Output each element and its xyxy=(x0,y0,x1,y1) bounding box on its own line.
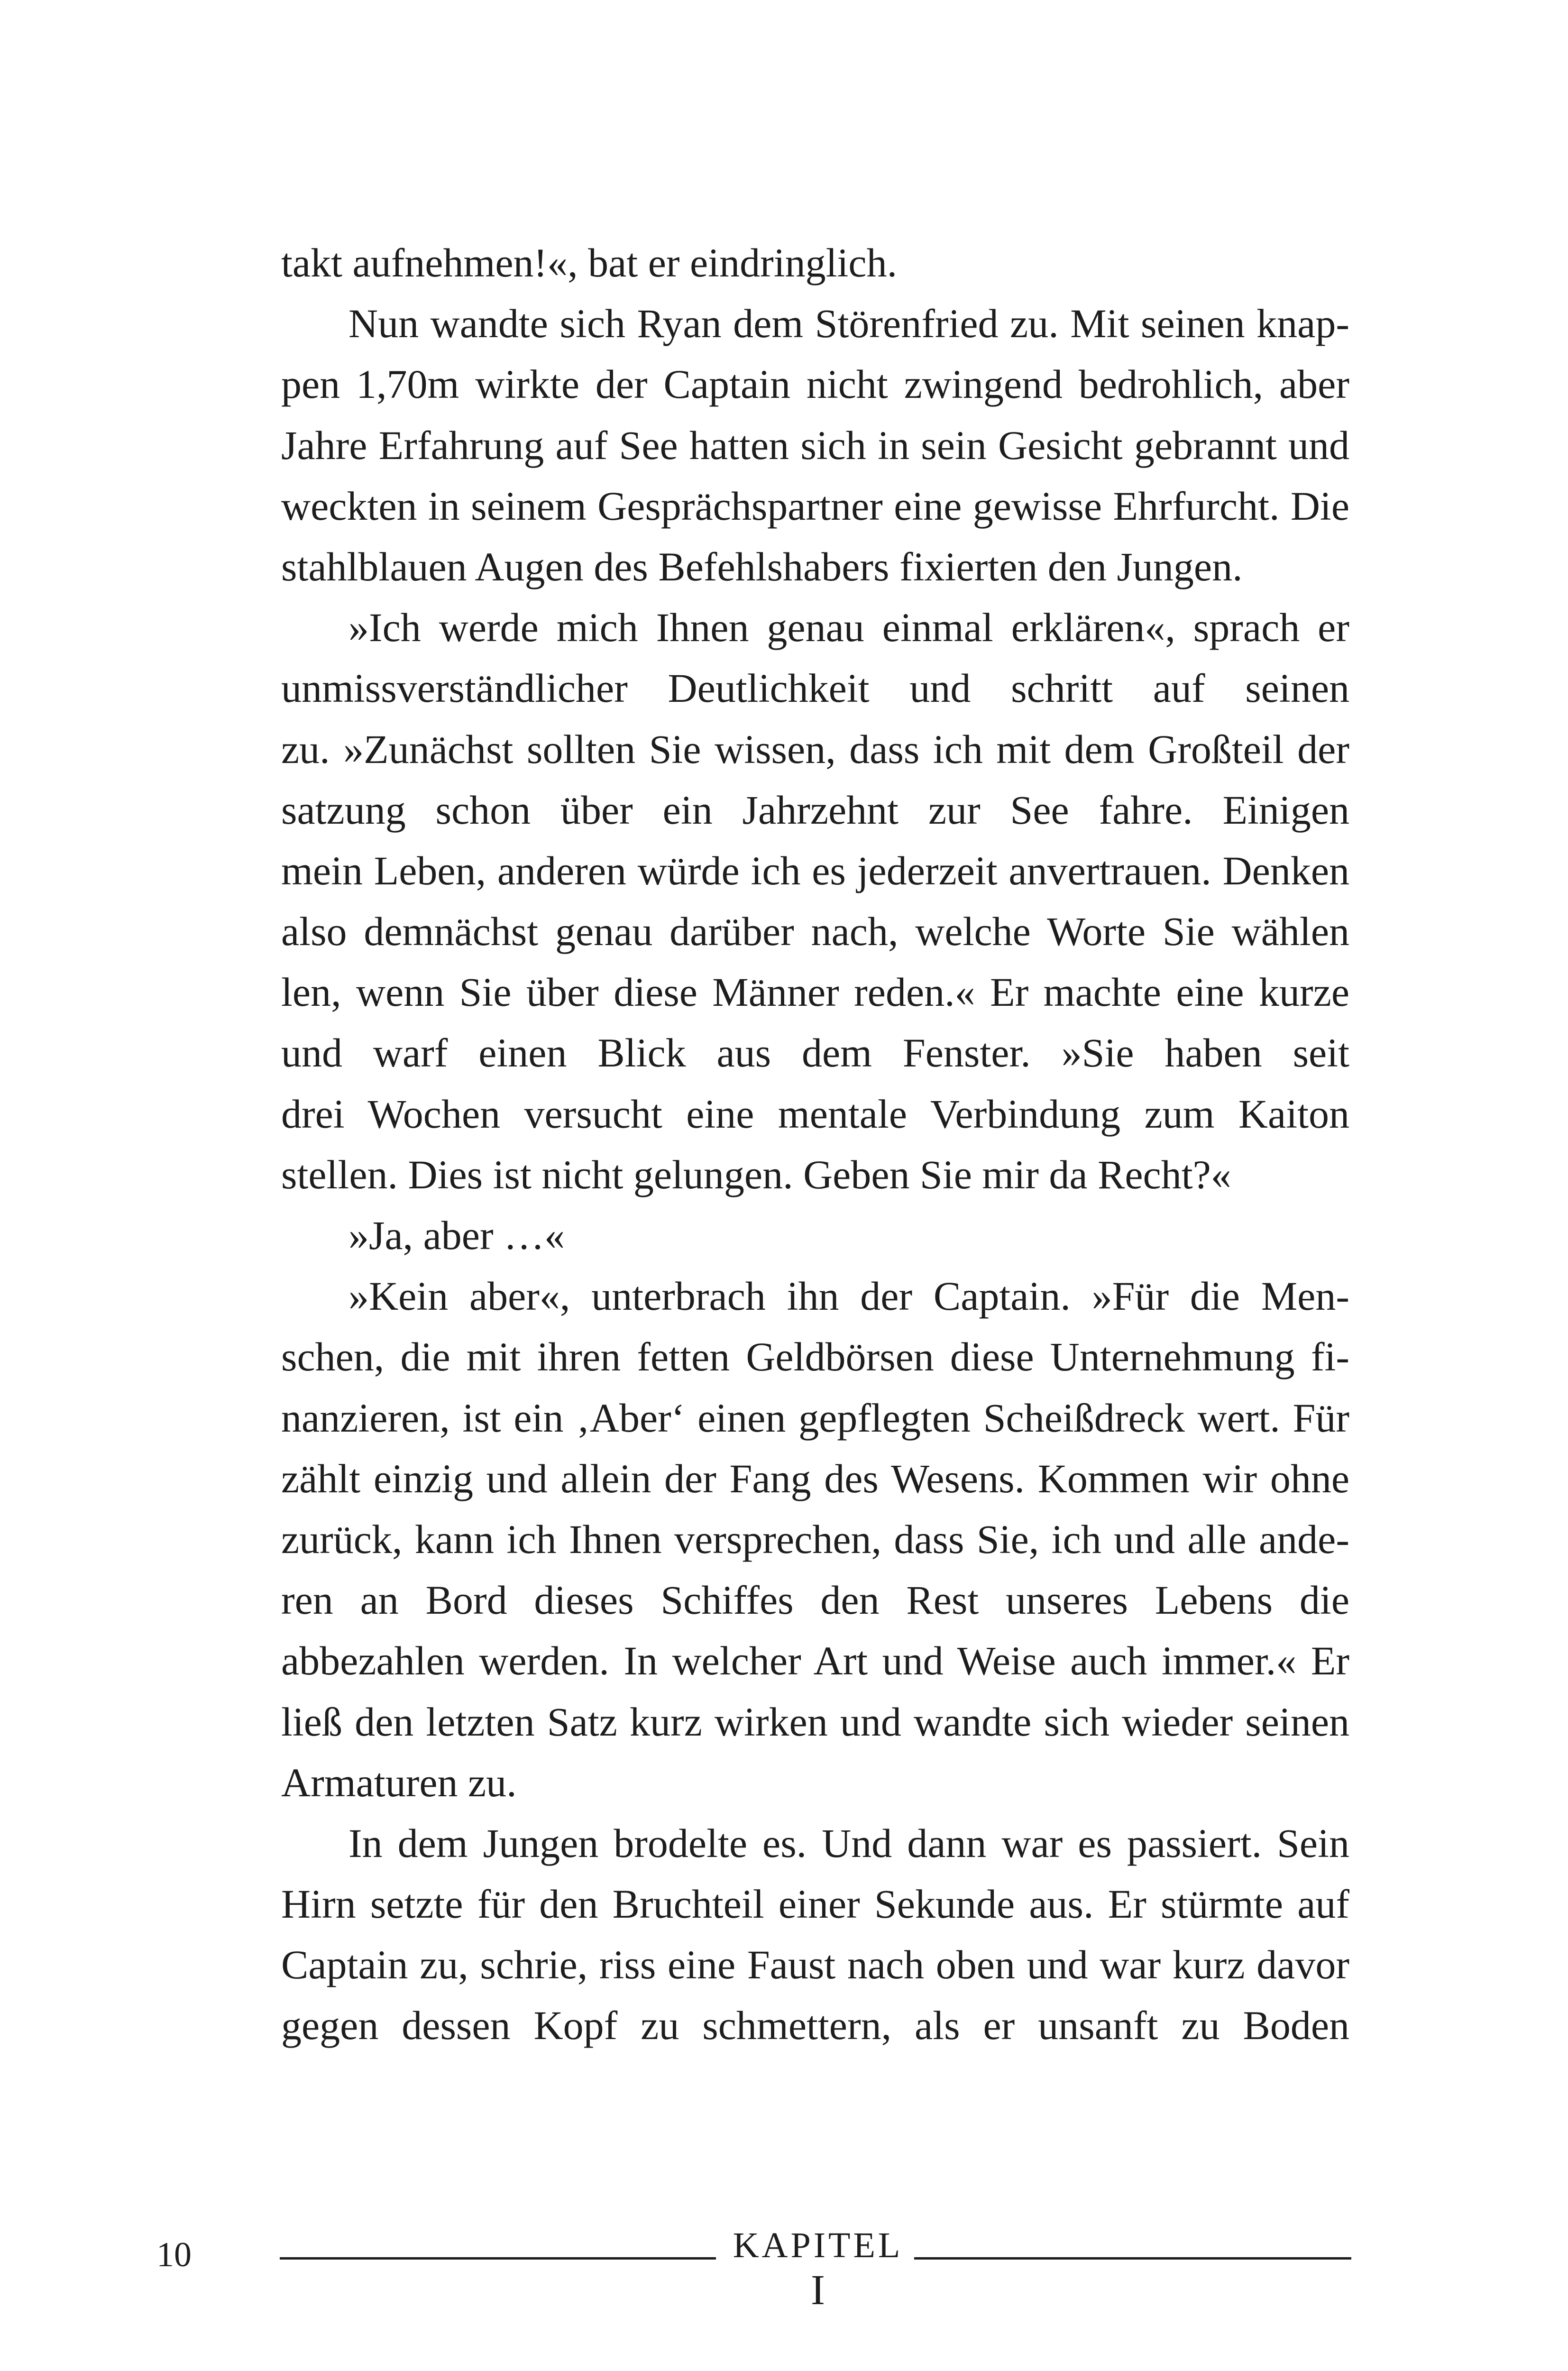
text-line: satzung schon über ein Jahrzehnt zur See fahre. Einigen xyxy=(281,787,1349,833)
chapter-label: KAPITEL xyxy=(733,2225,903,2265)
text-line: stahlblauen Augen des Befehlshabers fixierten den Jungen. xyxy=(281,543,1243,589)
text-line: und warf einen Blick aus dem Fenster. »Sie haben seit xyxy=(281,1030,1349,1076)
chapter-number: I xyxy=(811,2267,825,2314)
text-line: schen, die mit ihren fetten Geldbörsen diese Unternehmung fi- xyxy=(281,1334,1349,1380)
text-line: zurück, kann ich Ihnen versprechen, dass Sie, ich und alle ande- xyxy=(281,1516,1349,1562)
text-line: Captain zu, schrie, riss eine Faust nach oben und war kurz davor xyxy=(281,1942,1349,1988)
text-line: drei Wochen versucht eine mentale Verbindung zum Kaiton xyxy=(281,1091,1349,1137)
text-line: weckten in seinem Gesprächspartner eine gewisse Ehrfurcht. Die xyxy=(281,483,1349,529)
text-line: »Ja, aber …« xyxy=(348,1213,565,1258)
text-line: takt aufnehmen!«, bat er eindringlich. xyxy=(281,240,898,285)
text-line: abbezahlen werden. In welcher Art und Weise auch immer.« Er xyxy=(281,1638,1349,1684)
text-line: »Ich werde mich Ihnen genau einmal erklären«, sprach er xyxy=(348,605,1349,651)
text-line: unmissverständlicher Deutlichkeit und schritt auf seinen xyxy=(281,665,1349,711)
text-line: »Kein aber«, unterbrach ihn der Captain. »Für die Men- xyxy=(348,1273,1349,1319)
text-line: In dem Jungen brodelte es. Und dann war es passiert. Sein xyxy=(348,1820,1349,1866)
text-line: Armaturen zu. xyxy=(281,1759,517,1805)
text-line: ren an Bord dieses Schiffes den Rest unseres Lebens die xyxy=(281,1577,1349,1623)
text-line: zu. »Zunächst sollten Sie wissen, dass ich mit dem Großteil der xyxy=(281,726,1349,772)
text-line: len, wenn Sie über diese Männer reden.« Er machte eine kurze xyxy=(281,969,1349,1015)
text-line: nanzieren, ist ein ‚Aber‘ einen gepflegten Scheißdreck wert. Für xyxy=(281,1395,1349,1441)
text-line: Jahre Erfahrung auf See hatten sich in sein Gesicht gebrannt und xyxy=(281,422,1349,468)
footer-rule-left xyxy=(280,2257,716,2260)
footer-rule-right xyxy=(914,2257,1351,2260)
text-line: mein Leben, anderen würde ich es jederzeit anvertrauen. Denken xyxy=(281,847,1349,893)
page-number: 10 xyxy=(156,2235,192,2274)
text-line: Hirn setzte für den Bruchteil einer Sekunde aus. Er stürmte auf xyxy=(281,1881,1349,1927)
body-text xyxy=(281,232,1349,2056)
text-line: zählt einzig und allein der Fang des Wesens. Kommen wir ohne xyxy=(281,1455,1349,1501)
text-line: stellen. Dies ist nicht gelungen. Geben Sie mir da Recht?« xyxy=(281,1151,1231,1197)
text-line: pen 1,70m wirkte der Captain nicht zwingend bedrohlich, aber xyxy=(281,361,1349,407)
text-line: ließ den letzten Satz kurz wirken und wandte sich wieder seinen xyxy=(281,1699,1349,1745)
text-line: also demnächst genau darüber nach, welche Worte Sie wählen xyxy=(281,909,1349,955)
text-line: gegen dessen Kopf zu schmettern, als er unsanft zu Boden xyxy=(281,2003,1349,2049)
text-line: Nun wandte sich Ryan dem Störenfried zu. Mit seinen knap- xyxy=(348,301,1349,347)
